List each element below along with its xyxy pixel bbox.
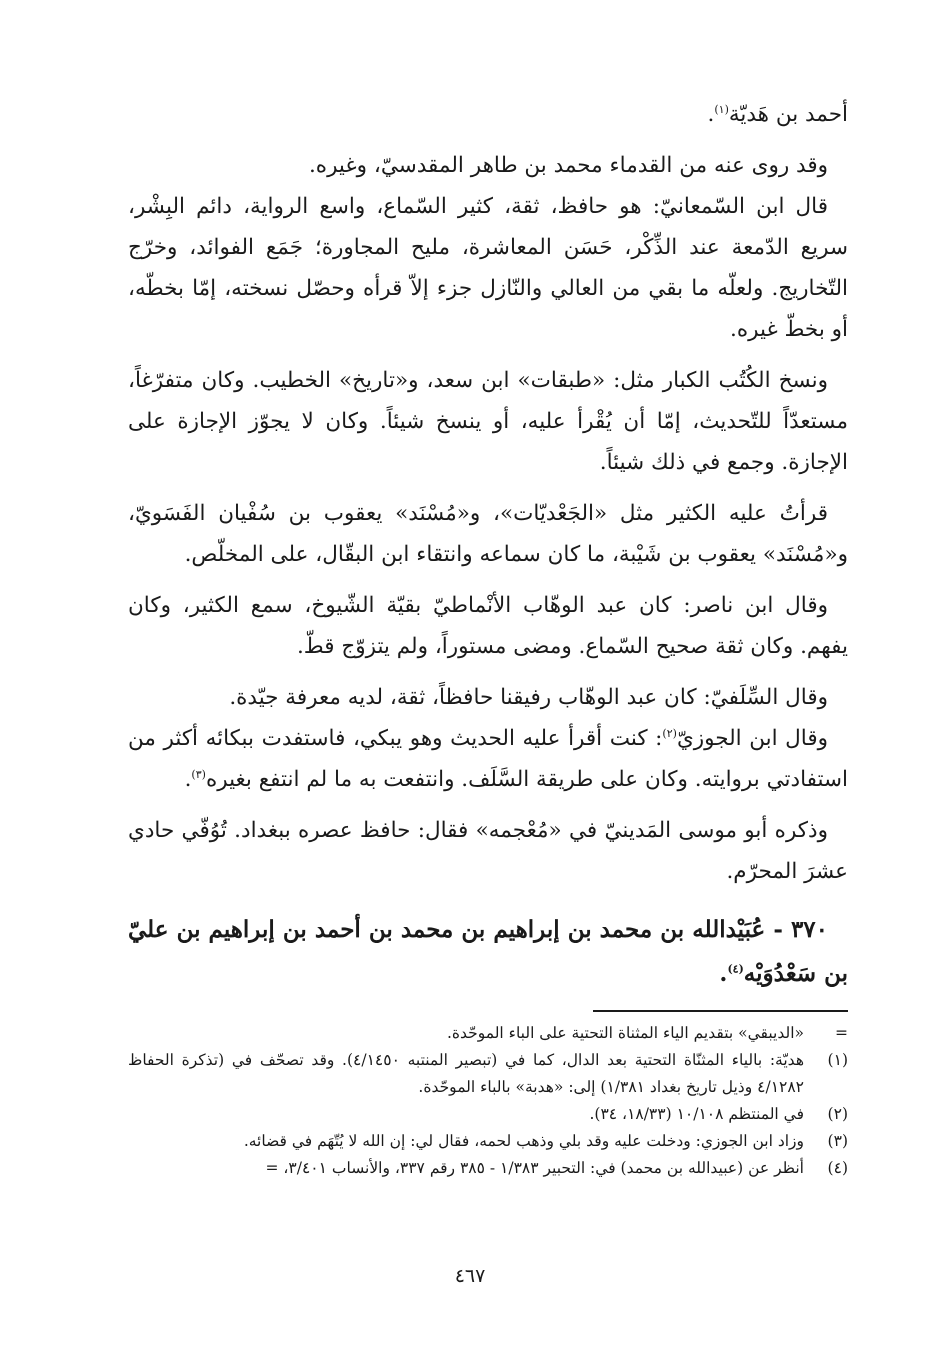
footnote-ref[interactable]: (٤) (727, 962, 744, 976)
paragraph-2: قال ابن السّمعانيّ: هو حافظ، ثقة، كثير السّماع، واسع الرواية، دائم البِشْر، سريع الدّمعة عند الذِّكْر، حَسَن المعاشرة، مليح المجاورة؛ جَمَع الفوائد، وخرّج التّخاريج. ولعلّه ما بقي من العالي والنّازل جزء إلاّ قرأه وحصّل نسخته، إمّا بخطّه، أو بخطّ غيره. (128, 194, 848, 342)
footnote-ref[interactable]: (٣) (191, 767, 206, 781)
footnote-text: في المنتظم ١٠/١٠٨ (١٨/٣٣، ٣٤). (589, 1105, 804, 1123)
paragraph-5: وقال ابن ناصر: كان عبد الوهّاب الأنْماطيّ بقيّة الشّيوخ، سمع الكثير، وكان يفهم. وكان ثقة صحيح السّماع. ومضى مستوراً، ولم يتزوّج قطّ. (128, 593, 848, 659)
text-run: : كنت أقرأ عليه الحديث وهو يبكي، فاستفدت ببكائه أكثر من استفادتي بروايته. وكان على طريقة السَّلَف. وانتفعت به ما لم انتفع بغيره (128, 726, 848, 792)
footnote-number: (٣) (827, 1132, 848, 1150)
paragraph-1: وقد روى عنه من القدماء محمد بن طاهر المقدسيّ، وغيره. (308, 153, 828, 178)
footnote-number: (١) (827, 1051, 848, 1069)
entry-heading (128, 908, 848, 996)
footnote-text: وزاد ابن الجوزي: ودخلت عليه وقد بلي وذهب لحمه، فقال لي: إن الله لا يُتّهَم في قضائه. (243, 1132, 804, 1150)
footnote-text: «الديبقي» بتقديم الياء المثناة التحتية على الباء الموحّدة. (446, 1024, 804, 1042)
footnote (128, 1128, 848, 1155)
footnote-ref[interactable]: (١) (714, 102, 729, 116)
heading-text: ٣٧٠ - عُبَيْدالله بن محمد بن إبراهيم بن محمد بن أحمد بن إبراهيم بن عليّ بن سَعْدُوَيْه (128, 916, 848, 987)
text-run: . (719, 960, 728, 987)
footnote-text: هديّة: بالياء المثنّاة التحتية بعد الدال، كما في (تبصير المنتبه ٤/١٤٥٠). وقد تصحّف في (تذكرة الحفاظ ٤/١٢٨٢ وذيل تاريخ بغداد ١/٣٨١) إلى: «هدبة» بالباء الموحّدة. (128, 1051, 804, 1096)
paragraph-6: وقال السِّلَفيّ: كان عبد الوهّاب رفيقنا حافظاً، ثقة، لديه معرفة جيّدة. (229, 685, 828, 710)
footnote-number: = (835, 1024, 848, 1042)
footnote-number: (٤) (827, 1159, 848, 1177)
footnote-divider (593, 1010, 848, 1012)
paragraph-4: قرأتُ عليه الكثير مثل «الجَعْديّات»، و«مُسْنَد» يعقوب بن سُفْيان الفَسَويّ، و«مُسْنَد» يعقوب بن شَيْبة، ما كان سماعه وانتقاء ابن البقّال، على المخلّص. (128, 501, 848, 567)
footnote (128, 1101, 848, 1128)
body-line-0 (128, 94, 848, 135)
paragraph-7 (128, 718, 848, 800)
text-run: وقال ابن الجوزيّ (676, 726, 828, 751)
page-number: ٤٦٧ (454, 1265, 486, 1287)
text-run: . (707, 102, 715, 127)
page-body (128, 94, 848, 1182)
paragraph-8: وذكره أبو موسى المَدينيّ في «مُعْجمه» فقال: حافظ عصره ببغداد. تُوُفّي حادي عشرَ المحرّم. (128, 818, 848, 884)
text-run: أحمد بن هَديّة (728, 102, 848, 127)
paragraph-3: ونسخ الكُتُب الكبار مثل: «طبقات» ابن سعد، و«تاريخ» الخطيب. وكان متفرّغاً، مستعدّاً للتّحديث، إمّا أن يُقْرأ عليه، أو ينسخ شيئاً. وكان لا يجوّز الإجازة على الإجازة. وجمع في ذلك شيئاً. (128, 368, 848, 475)
footnote (128, 1020, 848, 1047)
footnote-text: أنظر عن (عبيدالله بن محمد) في: التحبير ١/٣٨٣ - ٣٨٥ رقم ٣٣٧، والأنساب ٣/٤٠١، = (265, 1159, 804, 1177)
footnote-number: (٢) (827, 1105, 848, 1123)
text-run: . (184, 767, 192, 792)
footnote-ref[interactable]: (٢) (662, 726, 677, 740)
footnote (128, 1155, 848, 1182)
footnote (128, 1047, 848, 1101)
